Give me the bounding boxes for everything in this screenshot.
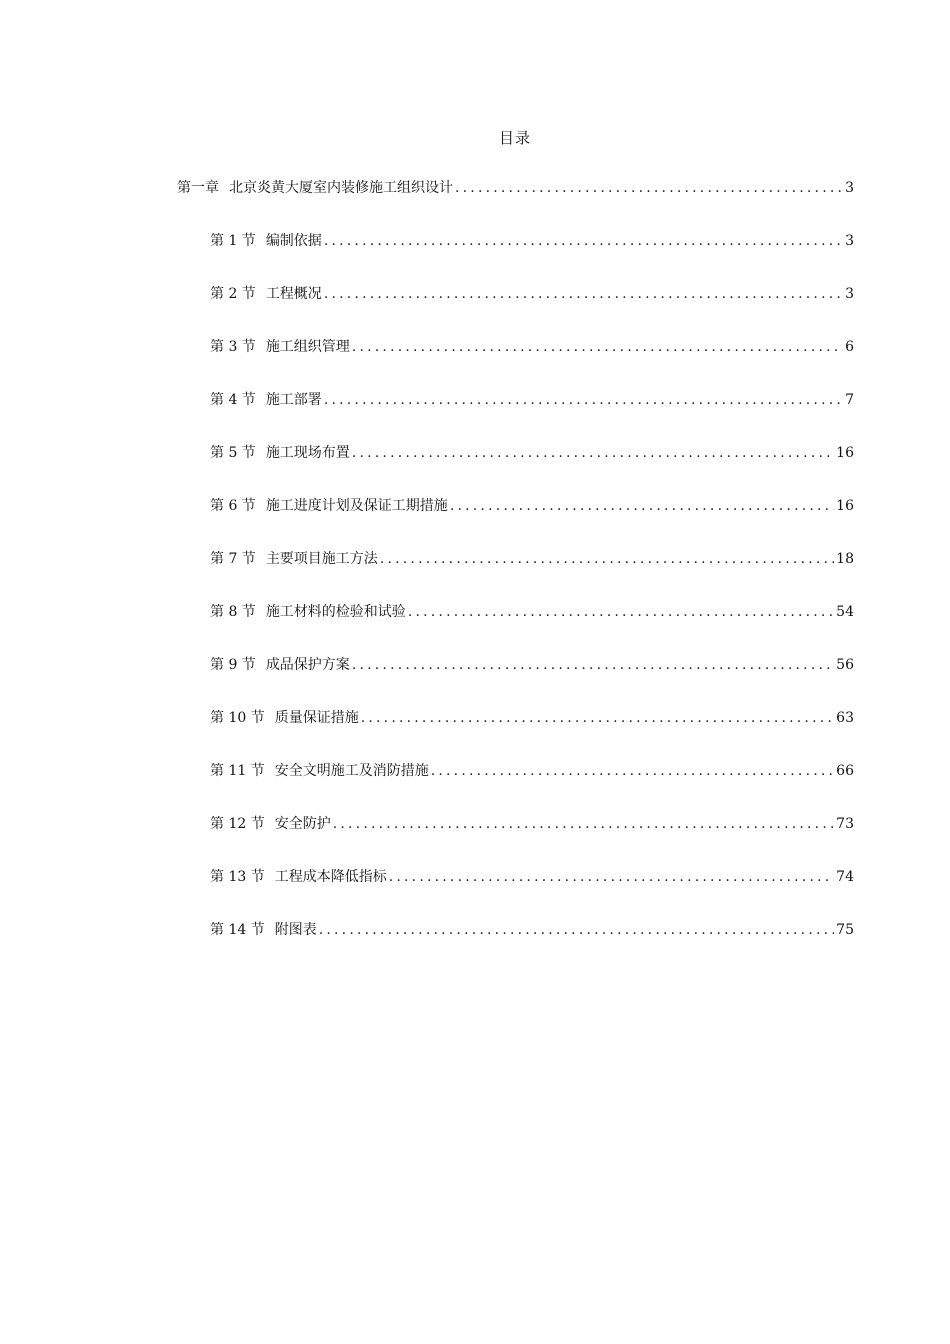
toc-leader-dots <box>319 920 834 940</box>
toc-entry-section-10[interactable] <box>210 708 854 761</box>
toc-entry-number: 第 12 节 <box>210 816 265 832</box>
toc-entry-number: 第 6 节 <box>210 498 256 514</box>
toc-entry-label <box>210 284 322 304</box>
toc-leader-dots <box>389 867 834 887</box>
toc-entry-label <box>210 231 322 251</box>
toc-entry-number: 第 4 节 <box>210 392 256 408</box>
toc-entry-number: 第 3 节 <box>210 339 256 355</box>
toc-leader-dots <box>352 655 834 675</box>
toc-leader-dots <box>455 178 843 198</box>
toc-entry-page: 3 <box>845 180 854 196</box>
toc-entry-text: 施工进度计划及保证工期措施 <box>265 498 448 514</box>
toc-entry-label <box>177 178 453 198</box>
toc-entry-section-8[interactable] <box>210 602 854 655</box>
toc-entry-section-13[interactable] <box>210 867 854 920</box>
toc-leader-dots <box>408 602 834 622</box>
toc-entry-number: 第 8 节 <box>210 604 256 620</box>
toc-entry-label <box>210 708 359 728</box>
toc-entry-section-11[interactable] <box>210 761 854 814</box>
toc-entry-number: 第 7 节 <box>210 551 256 567</box>
toc-entry-number: 第 14 节 <box>210 922 265 938</box>
table-of-contents <box>0 178 950 973</box>
toc-entry-text: 安全文明施工及消防措施 <box>274 763 429 779</box>
toc-entry-text: 施工材料的检验和试验 <box>265 604 406 620</box>
toc-entry-page: 7 <box>845 392 854 408</box>
toc-entry-section-4[interactable] <box>210 390 854 443</box>
toc-entry-page: 56 <box>836 657 854 673</box>
toc-entry-page: 73 <box>836 816 854 832</box>
toc-leader-dots <box>450 496 834 516</box>
toc-entry-text: 主要项目施工方法 <box>265 551 378 567</box>
toc-entry-number: 第 1 节 <box>210 233 256 249</box>
toc-leader-dots <box>333 814 834 834</box>
toc-entry-text: 施工部署 <box>265 392 322 408</box>
toc-title: 目录 <box>498 129 531 147</box>
toc-entry-text: 质量保证措施 <box>274 710 359 726</box>
toc-entry-text: 工程概况 <box>265 286 322 302</box>
toc-leader-dots <box>324 231 843 251</box>
toc-entry-section-2[interactable] <box>210 284 854 337</box>
toc-entry-page: 75 <box>836 922 854 938</box>
toc-entry-text: 北京炎黄大厦室内装修施工组织设计 <box>229 180 453 196</box>
toc-entry-page: 6 <box>845 339 854 355</box>
toc-entry-number: 第 5 节 <box>210 445 256 461</box>
toc-entry-label <box>210 655 350 675</box>
toc-entry-page: 63 <box>836 710 854 726</box>
toc-entry-label <box>210 867 387 887</box>
toc-entry-page: 16 <box>836 498 854 514</box>
toc-entry-section-5[interactable] <box>210 443 854 496</box>
toc-leader-dots <box>431 761 834 781</box>
toc-entry-page: 74 <box>836 869 854 885</box>
toc-entry-label <box>210 337 350 357</box>
toc-entry-number: 第 11 节 <box>210 763 265 779</box>
toc-entry-text: 附图表 <box>274 922 317 938</box>
toc-entry-section-6[interactable] <box>210 496 854 549</box>
toc-entry-text: 施工组织管理 <box>265 339 350 355</box>
toc-entry-label <box>210 602 406 622</box>
toc-entry-section-12[interactable] <box>210 814 854 867</box>
toc-entry-number: 第 2 节 <box>210 286 256 302</box>
toc-entry-section-7[interactable] <box>210 549 854 602</box>
toc-entry-text: 成品保护方案 <box>265 657 350 673</box>
toc-leader-dots <box>352 443 834 463</box>
toc-leader-dots <box>361 708 834 728</box>
toc-entry-label <box>210 496 448 516</box>
toc-entry-text: 安全防护 <box>274 816 331 832</box>
toc-entry-label <box>210 814 331 834</box>
toc-entry-text: 工程成本降低指标 <box>274 869 387 885</box>
toc-entry-page: 18 <box>836 551 854 567</box>
toc-entry-page: 54 <box>836 604 854 620</box>
toc-entry-page: 3 <box>845 233 854 249</box>
toc-entry-text: 编制依据 <box>265 233 322 249</box>
toc-entry-page: 16 <box>836 445 854 461</box>
toc-leader-dots <box>324 390 843 410</box>
toc-leader-dots <box>324 284 843 304</box>
toc-entry-chapter-1[interactable] <box>177 178 854 231</box>
toc-entry-section-1[interactable] <box>210 231 854 284</box>
toc-entry-number: 第 10 节 <box>210 710 265 726</box>
toc-entry-section-3[interactable] <box>210 337 854 390</box>
toc-leader-dots <box>352 337 843 357</box>
toc-entry-page: 66 <box>836 763 854 779</box>
toc-entry-label <box>210 920 317 940</box>
toc-entry-page: 3 <box>845 286 854 302</box>
toc-entry-text: 施工现场布置 <box>265 445 350 461</box>
toc-entry-section-14[interactable] <box>210 920 854 973</box>
toc-entry-number: 第 13 节 <box>210 869 265 885</box>
toc-entry-label <box>210 761 429 781</box>
toc-entry-label <box>210 443 350 463</box>
toc-entry-label <box>210 390 322 410</box>
toc-entry-number: 第一章 <box>177 180 219 196</box>
toc-leader-dots <box>380 549 834 569</box>
toc-entry-section-9[interactable] <box>210 655 854 708</box>
toc-entry-number: 第 9 节 <box>210 657 256 673</box>
toc-entry-label <box>210 549 378 569</box>
